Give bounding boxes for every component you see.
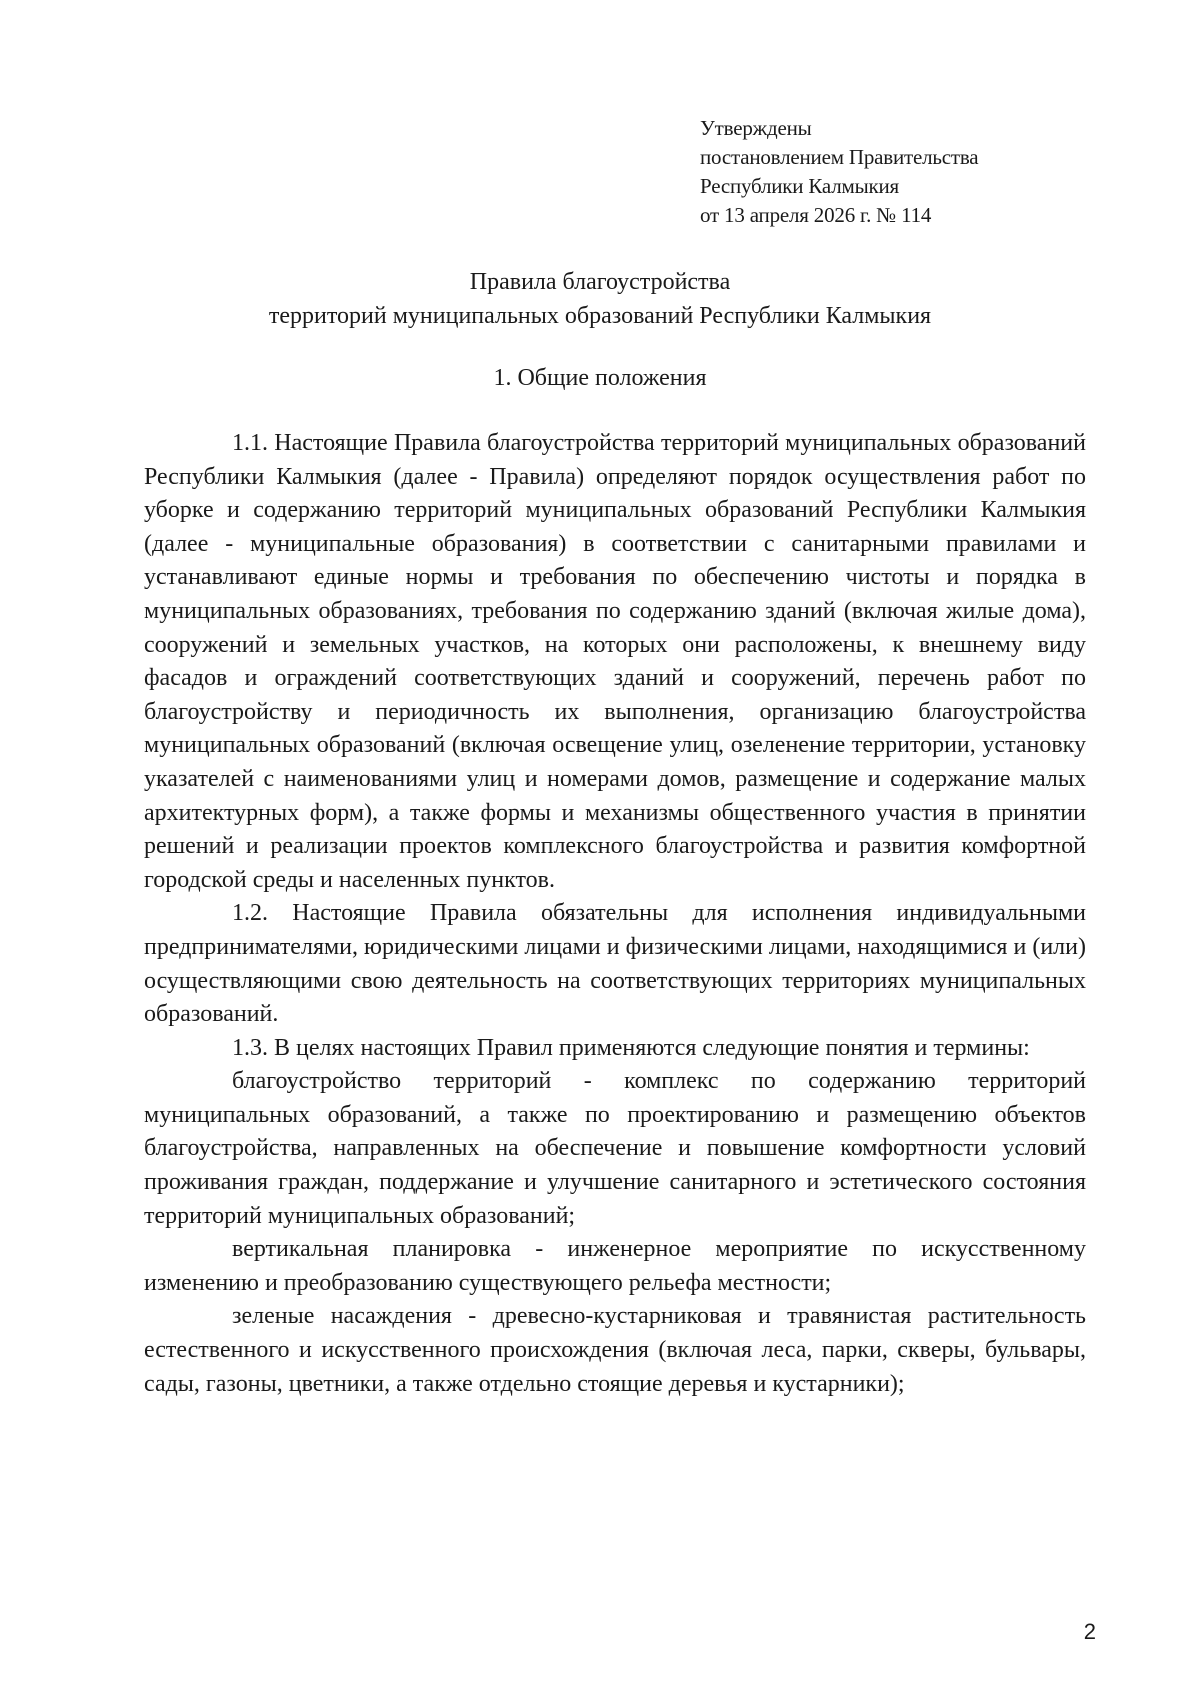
paragraph-1-3: 1.3. В целях настоящих Правил применяются следующие понятия и термины: (232, 1034, 1030, 1061)
paragraph-1-1: 1.1. Настоящие Правила благоустройства территорий муниципальных образований Республики Калмыкия (далее - Правила) определяют порядок осуществления работ по уборке и содержанию территорий муниципальных образований Республики Калмыкия (далее - муниципальные образования) в соответствии с санитарными правилами и устанавливают единые нормы и требования по обеспечению чистоты и порядка в муниципальных образованиях, требования по содержанию зданий (включая жилые дома), сооружений и земельных участков, на которых они расположены, к внешнему виду фасадов и ограждений соответствующих зданий и сооружений, перечень работ по благоустройству и периодичность их выполнения, организацию благоустройства муниципальных образований (включая освещение улиц, озеленение территории, установку указателей с наименованиями улиц и номерами домов, размещение и содержание малых архитектурных форм), а также формы и механизмы общественного участия в принятии решений и реализации проектов комплексного благоустройства и развития комфортной городской среды и населенных пунктов. (144, 430, 1086, 893)
definition-paragraph: благоустройство территорий - комплекс по содержанию территорий муниципальных образований, а также по проектированию и размещению объектов благоустройства, направленных на обеспечение и повышение комфортности условий проживания граждан, поддержание и улучшение санитарного и эстетического состояния территорий муниципальных образований; (144, 1068, 1086, 1229)
approval-line: Республики Калмыкия (700, 174, 900, 198)
document-title (0, 265, 1200, 333)
definition-paragraph: зеленые насаждения - древесно-кустарниковая и травянистая растительность естественного и искусственного происхождения (включая леса, парки, скверы, бульвары, сады, газоны, цветники, а также отдельно стоящие деревья и кустарники); (144, 1303, 1086, 1397)
paragraph-1-2: 1.2. Настоящие Правила обязательны для исполнения индивидуальными предпринимателями, юридическими лицами и физическими лицами, находящимися и (или) осуществляющими свою деятельность на соответствующих территориях муниципальных образований. (144, 900, 1086, 1028)
approval-line: от 13 апреля 2026 г. № 114 (700, 203, 932, 227)
page-number: 2 (1083, 1619, 1096, 1644)
definition-paragraph: вертикальная планировка - инженерное мероприятие по искусственному изменению и преобразованию существующего рельефа местности; (144, 1236, 1086, 1296)
approval-line: постановлением Правительства (700, 145, 979, 169)
document-body (144, 427, 1086, 1401)
section-heading: 1. Общие положения (493, 365, 707, 391)
document-title-line: Правила благоустройства (469, 269, 731, 295)
approval-stamp (700, 114, 978, 230)
approval-line: Утверждены (700, 116, 812, 140)
document-title-line: территорий муниципальных образований Республики Калмыкия (268, 303, 932, 329)
